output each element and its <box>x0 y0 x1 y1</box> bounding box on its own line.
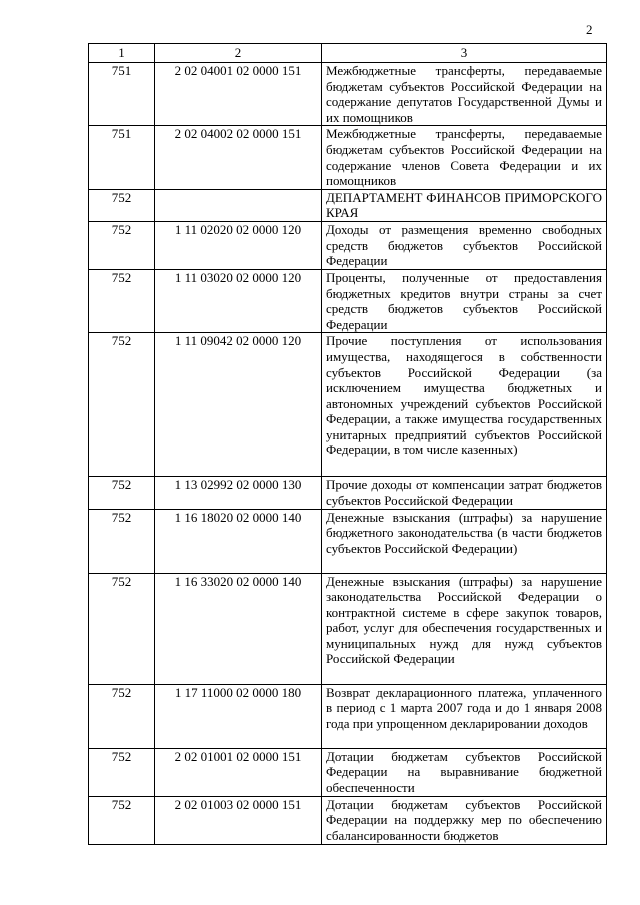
revenue-code-cell: 2 02 04001 02 0000 151 <box>155 63 322 126</box>
admin-code-cell: 752 <box>89 748 155 796</box>
table-row <box>89 573 607 684</box>
revenue-code-cell: 1 13 02992 02 0000 130 <box>155 477 322 509</box>
admin-code-cell: 752 <box>89 796 155 844</box>
table-row <box>89 477 607 509</box>
revenue-code-cell: 1 11 02020 02 0000 120 <box>155 221 322 269</box>
description-cell: Прочие доходы от компенсации затрат бюджетов субъектов Российской Федерации <box>322 477 607 509</box>
description-cell: Денежные взыскания (штрафы) за нарушение бюджетного законодательства (в части бюджетов субъектов Российской Федерации) <box>322 509 607 573</box>
admin-code-cell: 752 <box>89 509 155 573</box>
page-number: 2 <box>586 22 593 37</box>
admin-code-cell: 752 <box>89 477 155 509</box>
admin-code-cell: 752 <box>89 189 155 221</box>
header-col-1: 1 <box>89 44 155 63</box>
table-row <box>89 684 607 748</box>
table-row <box>89 221 607 269</box>
header-row <box>89 44 607 63</box>
table-row <box>89 189 607 221</box>
description-cell: Возврат декларационного платежа, уплаченного в период с 1 марта 2007 года и до 1 января 2008 года при упрощенном декларировании доходов <box>322 684 607 748</box>
table-body <box>89 63 607 845</box>
description-cell: Прочие поступления от использования имущества, находящегося в собственности субъектов Российской Федерации (за исключением имущества бюджетных и автономных учреждений субъектов Российской Федерации, а также имущества государственных унитарных предприятий субъектов Российской Федерации, в том числе казенных) <box>322 333 607 477</box>
description-cell: Дотации бюджетам субъектов Российской Федерации на поддержку мер по обеспечению сбалансированности бюджетов <box>322 796 607 844</box>
header-col-3: 3 <box>322 44 607 63</box>
description-cell: Доходы от размещения временно свободных средств бюджетов субъектов Российской Федерации <box>322 221 607 269</box>
table-row <box>89 748 607 796</box>
description-cell: Денежные взыскания (штрафы) за нарушение законодательства Российской Федерации о контрактной системе в сфере закупок товаров, работ, услуг для обеспечения государственных и муниципальных нужд для нужд субъектов Российской Федерации <box>322 573 607 684</box>
table-row <box>89 796 607 844</box>
admin-code-cell: 752 <box>89 333 155 477</box>
revenue-code-cell: 2 02 01001 02 0000 151 <box>155 748 322 796</box>
revenue-code-cell: 1 11 09042 02 0000 120 <box>155 333 322 477</box>
admin-code-cell: 751 <box>89 63 155 126</box>
revenue-codes-table <box>88 43 607 845</box>
revenue-code-cell: 1 16 18020 02 0000 140 <box>155 509 322 573</box>
revenue-code-cell: 2 02 01003 02 0000 151 <box>155 796 322 844</box>
revenue-code-cell: 2 02 04002 02 0000 151 <box>155 126 322 189</box>
description-cell: Межбюджетные трансферты, передаваемые бюджетам субъектов Российской Федерации на содержание депутатов Государственной Думы и их помощников <box>322 63 607 126</box>
table-row <box>89 63 607 126</box>
table-header <box>89 44 607 63</box>
revenue-code-cell: 1 17 11000 02 0000 180 <box>155 684 322 748</box>
header-col-2: 2 <box>155 44 322 63</box>
revenue-code-cell: 1 11 03020 02 0000 120 <box>155 269 322 332</box>
admin-code-cell: 752 <box>89 684 155 748</box>
table-row <box>89 333 607 477</box>
revenue-code-cell <box>155 189 322 221</box>
revenue-code-cell: 1 16 33020 02 0000 140 <box>155 573 322 684</box>
table-row <box>89 269 607 332</box>
description-cell: Дотации бюджетам субъектов Российской Федерации на выравнивание бюджетной обеспеченности <box>322 748 607 796</box>
admin-code-cell: 752 <box>89 221 155 269</box>
admin-code-cell: 751 <box>89 126 155 189</box>
description-cell: Проценты, полученные от предоставления бюджетных кредитов внутри страны за счет средств бюджетов субъектов Российской Федерации <box>322 269 607 332</box>
table-row <box>89 126 607 189</box>
admin-code-cell: 752 <box>89 269 155 332</box>
admin-code-cell: 752 <box>89 573 155 684</box>
table-row <box>89 509 607 573</box>
department-heading-cell: ДЕПАРТАМЕНТ ФИНАНСОВ ПРИМОРСКОГО КРАЯ <box>322 189 607 221</box>
description-cell: Межбюджетные трансферты, передаваемые бюджетам субъектов Российской Федерации на содержание членов Совета Федерации и их помощников <box>322 126 607 189</box>
